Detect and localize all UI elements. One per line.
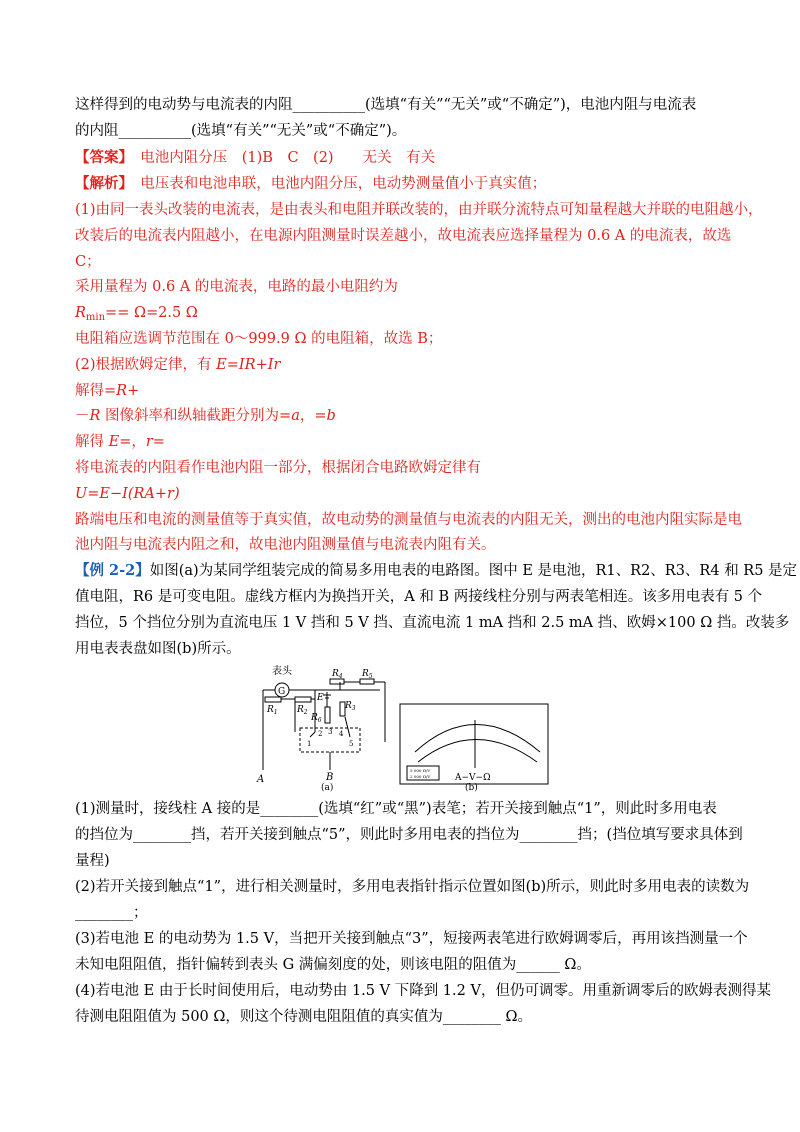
question-line: 未知电阻阻值，指针偏转到表头 G 满偏刻度的处，则该电阻的阻值为______ Ω。 (75, 957, 591, 973)
fig-r4-sub: 4 (338, 673, 343, 680)
figure-svg (255, 662, 555, 792)
eq-var: b (326, 408, 336, 424)
analysis-text: 电压表和电池串联，电池内阻分压，电动势测量值小于真实值； (125, 176, 547, 192)
analysis-line: C； (75, 254, 101, 270)
answer-tag: 【答案】 (75, 149, 126, 166)
fig-contact-2: 2 (318, 730, 323, 738)
fig-label-r2 (296, 705, 308, 716)
question-line: 量程) (75, 853, 110, 869)
fig-contact-4: 4 (339, 730, 344, 738)
fig-label-a: A (257, 774, 265, 785)
eq-var: R (89, 408, 101, 424)
circuit-figure (255, 662, 555, 792)
analysis-line (75, 355, 280, 375)
fig-r5-sub: 5 (368, 673, 373, 680)
eq-text: + (255, 357, 268, 373)
fig-contact-1: 1 (307, 740, 312, 748)
analysis-equation: U=E−I(RA+r) (75, 486, 180, 502)
fig-r2: R (297, 705, 304, 715)
example-line (75, 561, 797, 581)
fig-r2-sub: 2 (303, 709, 308, 716)
eq-var: a (291, 408, 300, 424)
analysis-line: 池内阻与电流表内阻之和，故电池内阻测量值与电流表内阻有关。 (75, 537, 496, 553)
eq-var: R (116, 383, 128, 399)
fig-r6: R (311, 713, 318, 723)
eq-text: 解得 (75, 434, 109, 450)
eq-text: (2)根据欧姆定律，有 (75, 357, 217, 373)
rmin-value: == Ω=2.5 Ω (105, 305, 198, 321)
fig-label-r4 (331, 669, 343, 680)
question-line: 的挡位为________挡，若开关接到触点“5”，则此时多用电表的挡位为________挡；(挡位填写要求具体到 (75, 827, 743, 843)
fig-r1-sub: 1 (273, 709, 278, 716)
analysis-line: 改装后的电流表内阻越小，在电源内阻测量时误差越小，故电流表应选择量程为 0.6 A 的电流表，故选 (75, 228, 732, 244)
example-line: 值电阻，R6 是可变电阻。虚线方框内为换挡开关，A 和 B 两接线柱分别与两表笔相连。该多用电表有 5 个 (75, 589, 763, 605)
answer-text: 电池内阻分压 (1)B C (2) 无关 有关 (125, 150, 436, 166)
fig-r1: R (267, 705, 274, 715)
eq-text: ，= (299, 408, 327, 424)
example-tag: 【例 2-2】 (75, 562, 150, 579)
question-line: 待测电阻阻值为 500 Ω，则这个待测电阻阻值的真实值为________ Ω。 (75, 1009, 533, 1025)
eq-var: Ir (267, 357, 281, 373)
eq-text: = (152, 434, 165, 450)
analysis-line: 电阻箱应选调节范围在 0～999.9 Ω 的电阻箱，故选 B； (75, 331, 443, 347)
analysis-line (75, 381, 139, 401)
eq-text: =， (119, 434, 146, 450)
question-line: ________； (75, 905, 148, 921)
question-line: (3)若电池 E 的电动势为 1.5 V，当把开关接到触点“3”，短接两表笔进行欧姆调零后，再用该挡测量一个 (75, 931, 748, 947)
eq-var: IR (238, 357, 256, 373)
fig-label-r5 (361, 669, 373, 680)
fig-label-biaotou: 表头 (272, 666, 292, 677)
example-line: 用电表表盘如图(b)所示。 (75, 641, 241, 657)
analysis-line: (1)由同一表头改装的电流表，是由表头和电阻并联改装的，由并联分流特点可知量程越大并联的电阻越小， (75, 202, 763, 218)
fig-label-r3 (344, 701, 356, 712)
fig-label-b: B (326, 772, 334, 783)
eq-var: E (216, 357, 227, 373)
fig-caption-a: (a) (321, 783, 334, 792)
analysis-tag: 【解析】 (75, 175, 126, 192)
fig-spec-1: 5 000 Ω/V (410, 768, 431, 773)
analysis-line: 采用量程为 0.6 A 的电流表，电路的最小电阻约为 (75, 279, 398, 295)
fig-r6-sub: 6 (317, 717, 322, 724)
question-line: (1)测量时，接线柱 A 接的是________(选填“红”或“黑”)表笔；若开关接到触点“1”，则此时多用电表 (75, 801, 717, 817)
example-text: 如图(a)为某同学组装完成的简易多用电表的电路图。图中 E 是电池，R1、R2、R3、R4 和 R5 是定 (149, 563, 798, 579)
eq-text: + (127, 383, 140, 399)
fig-label-e: E (317, 693, 324, 703)
fig-label-r1 (266, 705, 278, 716)
eq-var: r (145, 434, 153, 450)
eq-text: 解得= (75, 383, 117, 399)
rmin-subscript: min (85, 312, 106, 323)
text-line: 这样得到的电动势与电流表的内阻__________(选填“有关”“无关”或“不确定”)，电池内阻与电流表 (75, 97, 697, 113)
eq-text: － (75, 408, 90, 424)
fig-dial-label: A−V−Ω (455, 773, 491, 783)
analysis-line (75, 432, 165, 452)
fig-r4: R (332, 669, 339, 679)
fig-contact-3: 3 (328, 728, 333, 736)
eq-text: 图像斜率和纵轴截距分别为= (100, 408, 292, 424)
fig-r5: R (362, 669, 369, 679)
analysis-line: 路端电压和电流的测量值等于真实值，故电动势的测量值与电流表的内阻无关，测出的电池内阻实际是电 (75, 512, 742, 528)
fig-label-g: G (278, 687, 286, 697)
analysis-line (75, 303, 198, 323)
eq-var: E (108, 434, 120, 450)
rmin-symbol: R (75, 305, 86, 321)
fig-contact-5: 5 (349, 740, 354, 748)
question-line: (4)若电池 E 由于长时间使用后，电动势由 1.5 V 下降到 1.2 V，但仍可调零。用重新调零后的欧姆表测得某 (75, 983, 771, 999)
fig-r3: R (345, 701, 352, 711)
fig-caption-b: (b) (465, 783, 478, 792)
fig-r3-sub: 3 (351, 705, 356, 712)
answer-line (75, 148, 435, 168)
text-line: 的内阻__________(选填“有关”“无关”或“不确定”)。 (75, 123, 407, 139)
question-line: (2)若开关接到触点“1”，进行相关测量时，多用电表指针指示位置如图(b)所示，则此时多用电表的读数为 (75, 879, 750, 895)
analysis-line (75, 174, 546, 194)
example-line: 挡位，5 个挡位分别为直流电压 1 V 挡和 5 V 挡、直流电流 1 mA 挡和 2.5 mA 挡、欧姆×100 Ω 挡。改装多 (75, 615, 790, 631)
eq-text: = (226, 357, 239, 373)
fig-spec-2: 2 000 Ω/V (410, 774, 431, 779)
analysis-line: 将电流表的内阻看作电池内阻一部分，根据闭合电路欧姆定律有 (75, 460, 481, 476)
analysis-line (75, 406, 336, 426)
fig-label-r6 (310, 713, 322, 724)
